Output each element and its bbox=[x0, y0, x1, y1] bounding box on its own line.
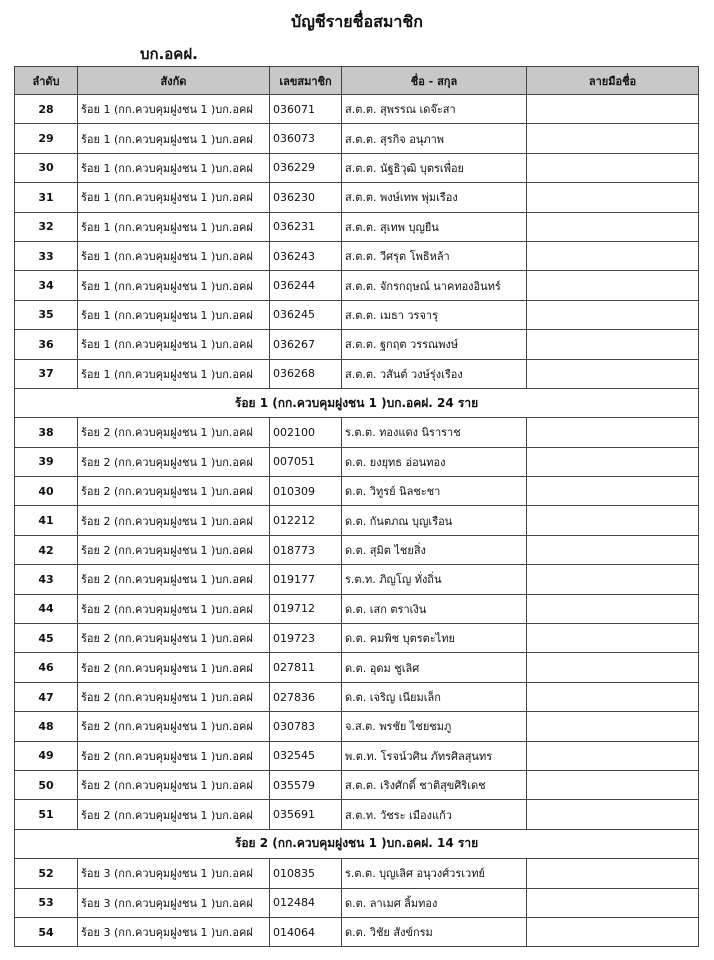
row-signature-cell[interactable] bbox=[527, 800, 699, 829]
row-signature-cell[interactable] bbox=[527, 917, 699, 946]
unit-title: บก.อคฝ. bbox=[140, 45, 198, 63]
row-number: 36 bbox=[15, 330, 78, 359]
row-full-name: จ.ส.ต. พรชัย ไชยชมภู bbox=[342, 712, 527, 741]
table-row bbox=[15, 153, 699, 182]
row-full-name: ด.ต. ลาเมศ ลิ้มทอง bbox=[342, 888, 527, 917]
member-table bbox=[14, 66, 699, 947]
table-row bbox=[15, 359, 699, 388]
header-full-name: ชื่อ - สกุล bbox=[342, 67, 527, 95]
row-full-name: ด.ต. กันตภณ บุญเรือน bbox=[342, 506, 527, 535]
row-member-id: 002100 bbox=[270, 418, 342, 447]
row-number: 52 bbox=[15, 859, 78, 888]
row-number: 43 bbox=[15, 565, 78, 594]
row-signature-cell[interactable] bbox=[527, 418, 699, 447]
row-number: 38 bbox=[15, 418, 78, 447]
row-unit: ร้อย 3 (กก.ควบคุมฝูงชน 1 )บก.อคฝ bbox=[78, 917, 270, 946]
row-member-id: 012212 bbox=[270, 506, 342, 535]
row-number: 28 bbox=[15, 95, 78, 124]
row-full-name: ส.ต.ต. เมธา วรจารุ bbox=[342, 300, 527, 329]
row-unit: ร้อย 1 (กก.ควบคุมฝูงชน 1 )บก.อคฝ bbox=[78, 183, 270, 212]
row-full-name: ร.ต.ท. ภิญโญ ทั่งถิ่น bbox=[342, 565, 527, 594]
row-number: 33 bbox=[15, 241, 78, 270]
row-unit: ร้อย 1 (กก.ควบคุมฝูงชน 1 )บก.อคฝ bbox=[78, 300, 270, 329]
table-row bbox=[15, 95, 699, 124]
row-member-id: 027836 bbox=[270, 682, 342, 711]
row-signature-cell[interactable] bbox=[527, 682, 699, 711]
row-full-name: ด.ต. สุมิต ไชยสิ่ง bbox=[342, 535, 527, 564]
row-unit: ร้อย 2 (กก.ควบคุมฝูงชน 1 )บก.อคฝ bbox=[78, 741, 270, 770]
row-full-name: ส.ต.ต. สุพรรณ เดจ๊ะสา bbox=[342, 95, 527, 124]
group-subtotal-label: ร้อย 2 (กก.ควบคุมฝูงชน 1 )บก.อคฝ. 14 ราย bbox=[15, 829, 699, 858]
row-signature-cell[interactable] bbox=[527, 477, 699, 506]
row-full-name: ส.ต.ต. วสันต์ วงษ์รุ่งเรือง bbox=[342, 359, 527, 388]
row-full-name: ด.ต. ยงยุทธ อ่อนทอง bbox=[342, 447, 527, 476]
table-row bbox=[15, 212, 699, 241]
row-member-id: 010835 bbox=[270, 859, 342, 888]
row-full-name: ด.ต. เสก ตราเงิน bbox=[342, 594, 527, 623]
row-signature-cell[interactable] bbox=[527, 594, 699, 623]
row-unit: ร้อย 2 (กก.ควบคุมฝูงชน 1 )บก.อคฝ bbox=[78, 682, 270, 711]
table-row bbox=[15, 859, 699, 888]
row-signature-cell[interactable] bbox=[527, 859, 699, 888]
row-full-name: ร.ต.ต. บุญเลิศ อนุวงศ์วรเวทย์ bbox=[342, 859, 527, 888]
row-unit: ร้อย 2 (กก.ควบคุมฝูงชน 1 )บก.อคฝ bbox=[78, 624, 270, 653]
table-row bbox=[15, 506, 699, 535]
row-member-id: 027811 bbox=[270, 653, 342, 682]
row-unit: ร้อย 2 (กก.ควบคุมฝูงชน 1 )บก.อคฝ bbox=[78, 477, 270, 506]
row-member-id: 019177 bbox=[270, 565, 342, 594]
table-row bbox=[15, 624, 699, 653]
row-signature-cell[interactable] bbox=[527, 95, 699, 124]
row-full-name: ส.ต.ต. สุเทพ บุญยืน bbox=[342, 212, 527, 241]
row-member-id: 007051 bbox=[270, 447, 342, 476]
table-row bbox=[15, 888, 699, 917]
row-number: 31 bbox=[15, 183, 78, 212]
row-unit: ร้อย 1 (กก.ควบคุมฝูงชน 1 )บก.อคฝ bbox=[78, 241, 270, 270]
row-signature-cell[interactable] bbox=[527, 330, 699, 359]
row-signature-cell[interactable] bbox=[527, 653, 699, 682]
table-row bbox=[15, 712, 699, 741]
row-member-id: 036268 bbox=[270, 359, 342, 388]
row-number: 41 bbox=[15, 506, 78, 535]
row-number: 35 bbox=[15, 300, 78, 329]
row-signature-cell[interactable] bbox=[527, 712, 699, 741]
row-unit: ร้อย 2 (กก.ควบคุมฝูงชน 1 )บก.อคฝ bbox=[78, 712, 270, 741]
row-unit: ร้อย 3 (กก.ควบคุมฝูงชน 1 )บก.อคฝ bbox=[78, 859, 270, 888]
table-row bbox=[15, 682, 699, 711]
row-signature-cell[interactable] bbox=[527, 506, 699, 535]
table-row bbox=[15, 418, 699, 447]
row-member-id: 014064 bbox=[270, 917, 342, 946]
table-header-row bbox=[15, 67, 699, 95]
row-member-id: 036245 bbox=[270, 300, 342, 329]
row-member-id: 036243 bbox=[270, 241, 342, 270]
row-signature-cell[interactable] bbox=[527, 212, 699, 241]
row-unit: ร้อย 2 (กก.ควบคุมฝูงชน 1 )บก.อคฝ bbox=[78, 653, 270, 682]
table-row bbox=[15, 447, 699, 476]
row-full-name: ด.ต. วิทูรย์ นิลชะชา bbox=[342, 477, 527, 506]
row-full-name: ส.ต.ต. นัฐธิวุฒิ บุตรเพื่อย bbox=[342, 153, 527, 182]
row-full-name: ส.ต.ท. วัชระ เมืองแก้ว bbox=[342, 800, 527, 829]
row-unit: ร้อย 1 (กก.ควบคุมฝูงชน 1 )บก.อคฝ bbox=[78, 330, 270, 359]
table-row bbox=[15, 271, 699, 300]
table-row bbox=[15, 124, 699, 153]
row-full-name: ส.ต.ต. สุรกิจ อนุภาพ bbox=[342, 124, 527, 153]
row-signature-cell[interactable] bbox=[527, 888, 699, 917]
row-number: 32 bbox=[15, 212, 78, 241]
row-member-id: 036244 bbox=[270, 271, 342, 300]
row-signature-cell[interactable] bbox=[527, 770, 699, 799]
row-signature-cell[interactable] bbox=[527, 300, 699, 329]
row-signature-cell[interactable] bbox=[527, 124, 699, 153]
row-number: 48 bbox=[15, 712, 78, 741]
group-subtotal-row bbox=[15, 388, 699, 417]
row-member-id: 036071 bbox=[270, 95, 342, 124]
row-member-id: 032545 bbox=[270, 741, 342, 770]
table-row bbox=[15, 800, 699, 829]
table-row bbox=[15, 565, 699, 594]
row-unit: ร้อย 2 (กก.ควบคุมฝูงชน 1 )บก.อคฝ bbox=[78, 594, 270, 623]
row-number: 34 bbox=[15, 271, 78, 300]
row-member-id: 035691 bbox=[270, 800, 342, 829]
row-member-id: 036230 bbox=[270, 183, 342, 212]
row-signature-cell[interactable] bbox=[527, 741, 699, 770]
row-number: 44 bbox=[15, 594, 78, 623]
row-member-id: 019712 bbox=[270, 594, 342, 623]
table-row bbox=[15, 917, 699, 946]
row-number: 54 bbox=[15, 917, 78, 946]
row-number: 39 bbox=[15, 447, 78, 476]
table-row bbox=[15, 594, 699, 623]
row-unit: ร้อย 1 (กก.ควบคุมฝูงชน 1 )บก.อคฝ bbox=[78, 271, 270, 300]
row-full-name: ส.ต.ต. จักรกฤษณ์ นาคทองอินทร์ bbox=[342, 271, 527, 300]
row-number: 49 bbox=[15, 741, 78, 770]
row-unit: ร้อย 2 (กก.ควบคุมฝูงชน 1 )บก.อคฝ bbox=[78, 800, 270, 829]
group-subtotal-row bbox=[15, 829, 699, 858]
row-signature-cell[interactable] bbox=[527, 183, 699, 212]
row-full-name: ด.ต. อุดม ชูเลิศ bbox=[342, 653, 527, 682]
table-row bbox=[15, 241, 699, 270]
row-unit: ร้อย 1 (กก.ควบคุมฝูงชน 1 )บก.อคฝ bbox=[78, 153, 270, 182]
row-signature-cell[interactable] bbox=[527, 624, 699, 653]
document-title: บัญชีรายชื่อสมาชิก bbox=[291, 12, 423, 31]
row-full-name: ด.ต. วิชัย สังข์กรม bbox=[342, 917, 527, 946]
table-row bbox=[15, 300, 699, 329]
row-member-id: 010309 bbox=[270, 477, 342, 506]
row-full-name: ด.ต. เจริญ เนียมเล็ก bbox=[342, 682, 527, 711]
row-member-id: 036231 bbox=[270, 212, 342, 241]
table-row bbox=[15, 535, 699, 564]
row-full-name: ส.ต.ต. ฐกฤต วรรณพงษ์ bbox=[342, 330, 527, 359]
row-signature-cell[interactable] bbox=[527, 271, 699, 300]
header-unit: สังกัด bbox=[78, 67, 270, 95]
row-number: 37 bbox=[15, 359, 78, 388]
row-unit: ร้อย 2 (กก.ควบคุมฝูงชน 1 )บก.อคฝ bbox=[78, 565, 270, 594]
row-unit: ร้อย 2 (กก.ควบคุมฝูงชน 1 )บก.อคฝ bbox=[78, 506, 270, 535]
row-signature-cell[interactable] bbox=[527, 565, 699, 594]
header-signature: ลายมือชื่อ bbox=[527, 67, 699, 95]
row-member-id: 035579 bbox=[270, 770, 342, 799]
group-subtotal-label: ร้อย 1 (กก.ควบคุมฝูงชน 1 )บก.อคฝ. 24 ราย bbox=[15, 388, 699, 417]
row-full-name: ส.ต.ต. พงษ์เทพ พุ่มเรือง bbox=[342, 183, 527, 212]
table-row bbox=[15, 477, 699, 506]
row-number: 47 bbox=[15, 682, 78, 711]
row-member-id: 012484 bbox=[270, 888, 342, 917]
row-signature-cell[interactable] bbox=[527, 447, 699, 476]
row-number: 30 bbox=[15, 153, 78, 182]
table-row bbox=[15, 183, 699, 212]
row-unit: ร้อย 1 (กก.ควบคุมฝูงชน 1 )บก.อคฝ bbox=[78, 359, 270, 388]
row-member-id: 018773 bbox=[270, 535, 342, 564]
row-number: 40 bbox=[15, 477, 78, 506]
row-signature-cell[interactable] bbox=[527, 359, 699, 388]
row-number: 46 bbox=[15, 653, 78, 682]
table-row bbox=[15, 741, 699, 770]
row-member-id: 036229 bbox=[270, 153, 342, 182]
header-member-id: เลขสมาชิก bbox=[270, 67, 342, 95]
row-full-name: ด.ต. คมพิช บุตรตะไทย bbox=[342, 624, 527, 653]
row-full-name: พ.ต.ท. โรจน์วศิน ภัทรศิลสุนทร bbox=[342, 741, 527, 770]
table-row bbox=[15, 653, 699, 682]
row-unit: ร้อย 3 (กก.ควบคุมฝูงชน 1 )บก.อคฝ bbox=[78, 888, 270, 917]
row-member-id: 019723 bbox=[270, 624, 342, 653]
row-full-name: ส.ต.ต. วีศรุต โพธิหล้า bbox=[342, 241, 527, 270]
row-member-id: 036267 bbox=[270, 330, 342, 359]
row-number: 29 bbox=[15, 124, 78, 153]
row-signature-cell[interactable] bbox=[527, 535, 699, 564]
table-body bbox=[15, 95, 699, 947]
table-row bbox=[15, 330, 699, 359]
row-unit: ร้อย 1 (กก.ควบคุมฝูงชน 1 )บก.อคฝ bbox=[78, 212, 270, 241]
row-number: 45 bbox=[15, 624, 78, 653]
row-signature-cell[interactable] bbox=[527, 153, 699, 182]
row-member-id: 036073 bbox=[270, 124, 342, 153]
row-unit: ร้อย 2 (กก.ควบคุมฝูงชน 1 )บก.อคฝ bbox=[78, 447, 270, 476]
row-unit: ร้อย 2 (กก.ควบคุมฝูงชน 1 )บก.อคฝ bbox=[78, 535, 270, 564]
row-full-name: ส.ต.ต. เริงศักดิ์ ชาติสุขศิริเดช bbox=[342, 770, 527, 799]
row-unit: ร้อย 1 (กก.ควบคุมฝูงชน 1 )บก.อคฝ bbox=[78, 124, 270, 153]
row-signature-cell[interactable] bbox=[527, 241, 699, 270]
row-full-name: ร.ต.ต. ทองแดง นิราราช bbox=[342, 418, 527, 447]
row-unit: ร้อย 2 (กก.ควบคุมฝูงชน 1 )บก.อคฝ bbox=[78, 770, 270, 799]
row-number: 53 bbox=[15, 888, 78, 917]
header-number: ลำดับ bbox=[15, 67, 78, 95]
row-unit: ร้อย 2 (กก.ควบคุมฝูงชน 1 )บก.อคฝ bbox=[78, 418, 270, 447]
row-number: 50 bbox=[15, 770, 78, 799]
row-number: 42 bbox=[15, 535, 78, 564]
table-row bbox=[15, 770, 699, 799]
row-member-id: 030783 bbox=[270, 712, 342, 741]
row-number: 51 bbox=[15, 800, 78, 829]
row-unit: ร้อย 1 (กก.ควบคุมฝูงชน 1 )บก.อคฝ bbox=[78, 95, 270, 124]
